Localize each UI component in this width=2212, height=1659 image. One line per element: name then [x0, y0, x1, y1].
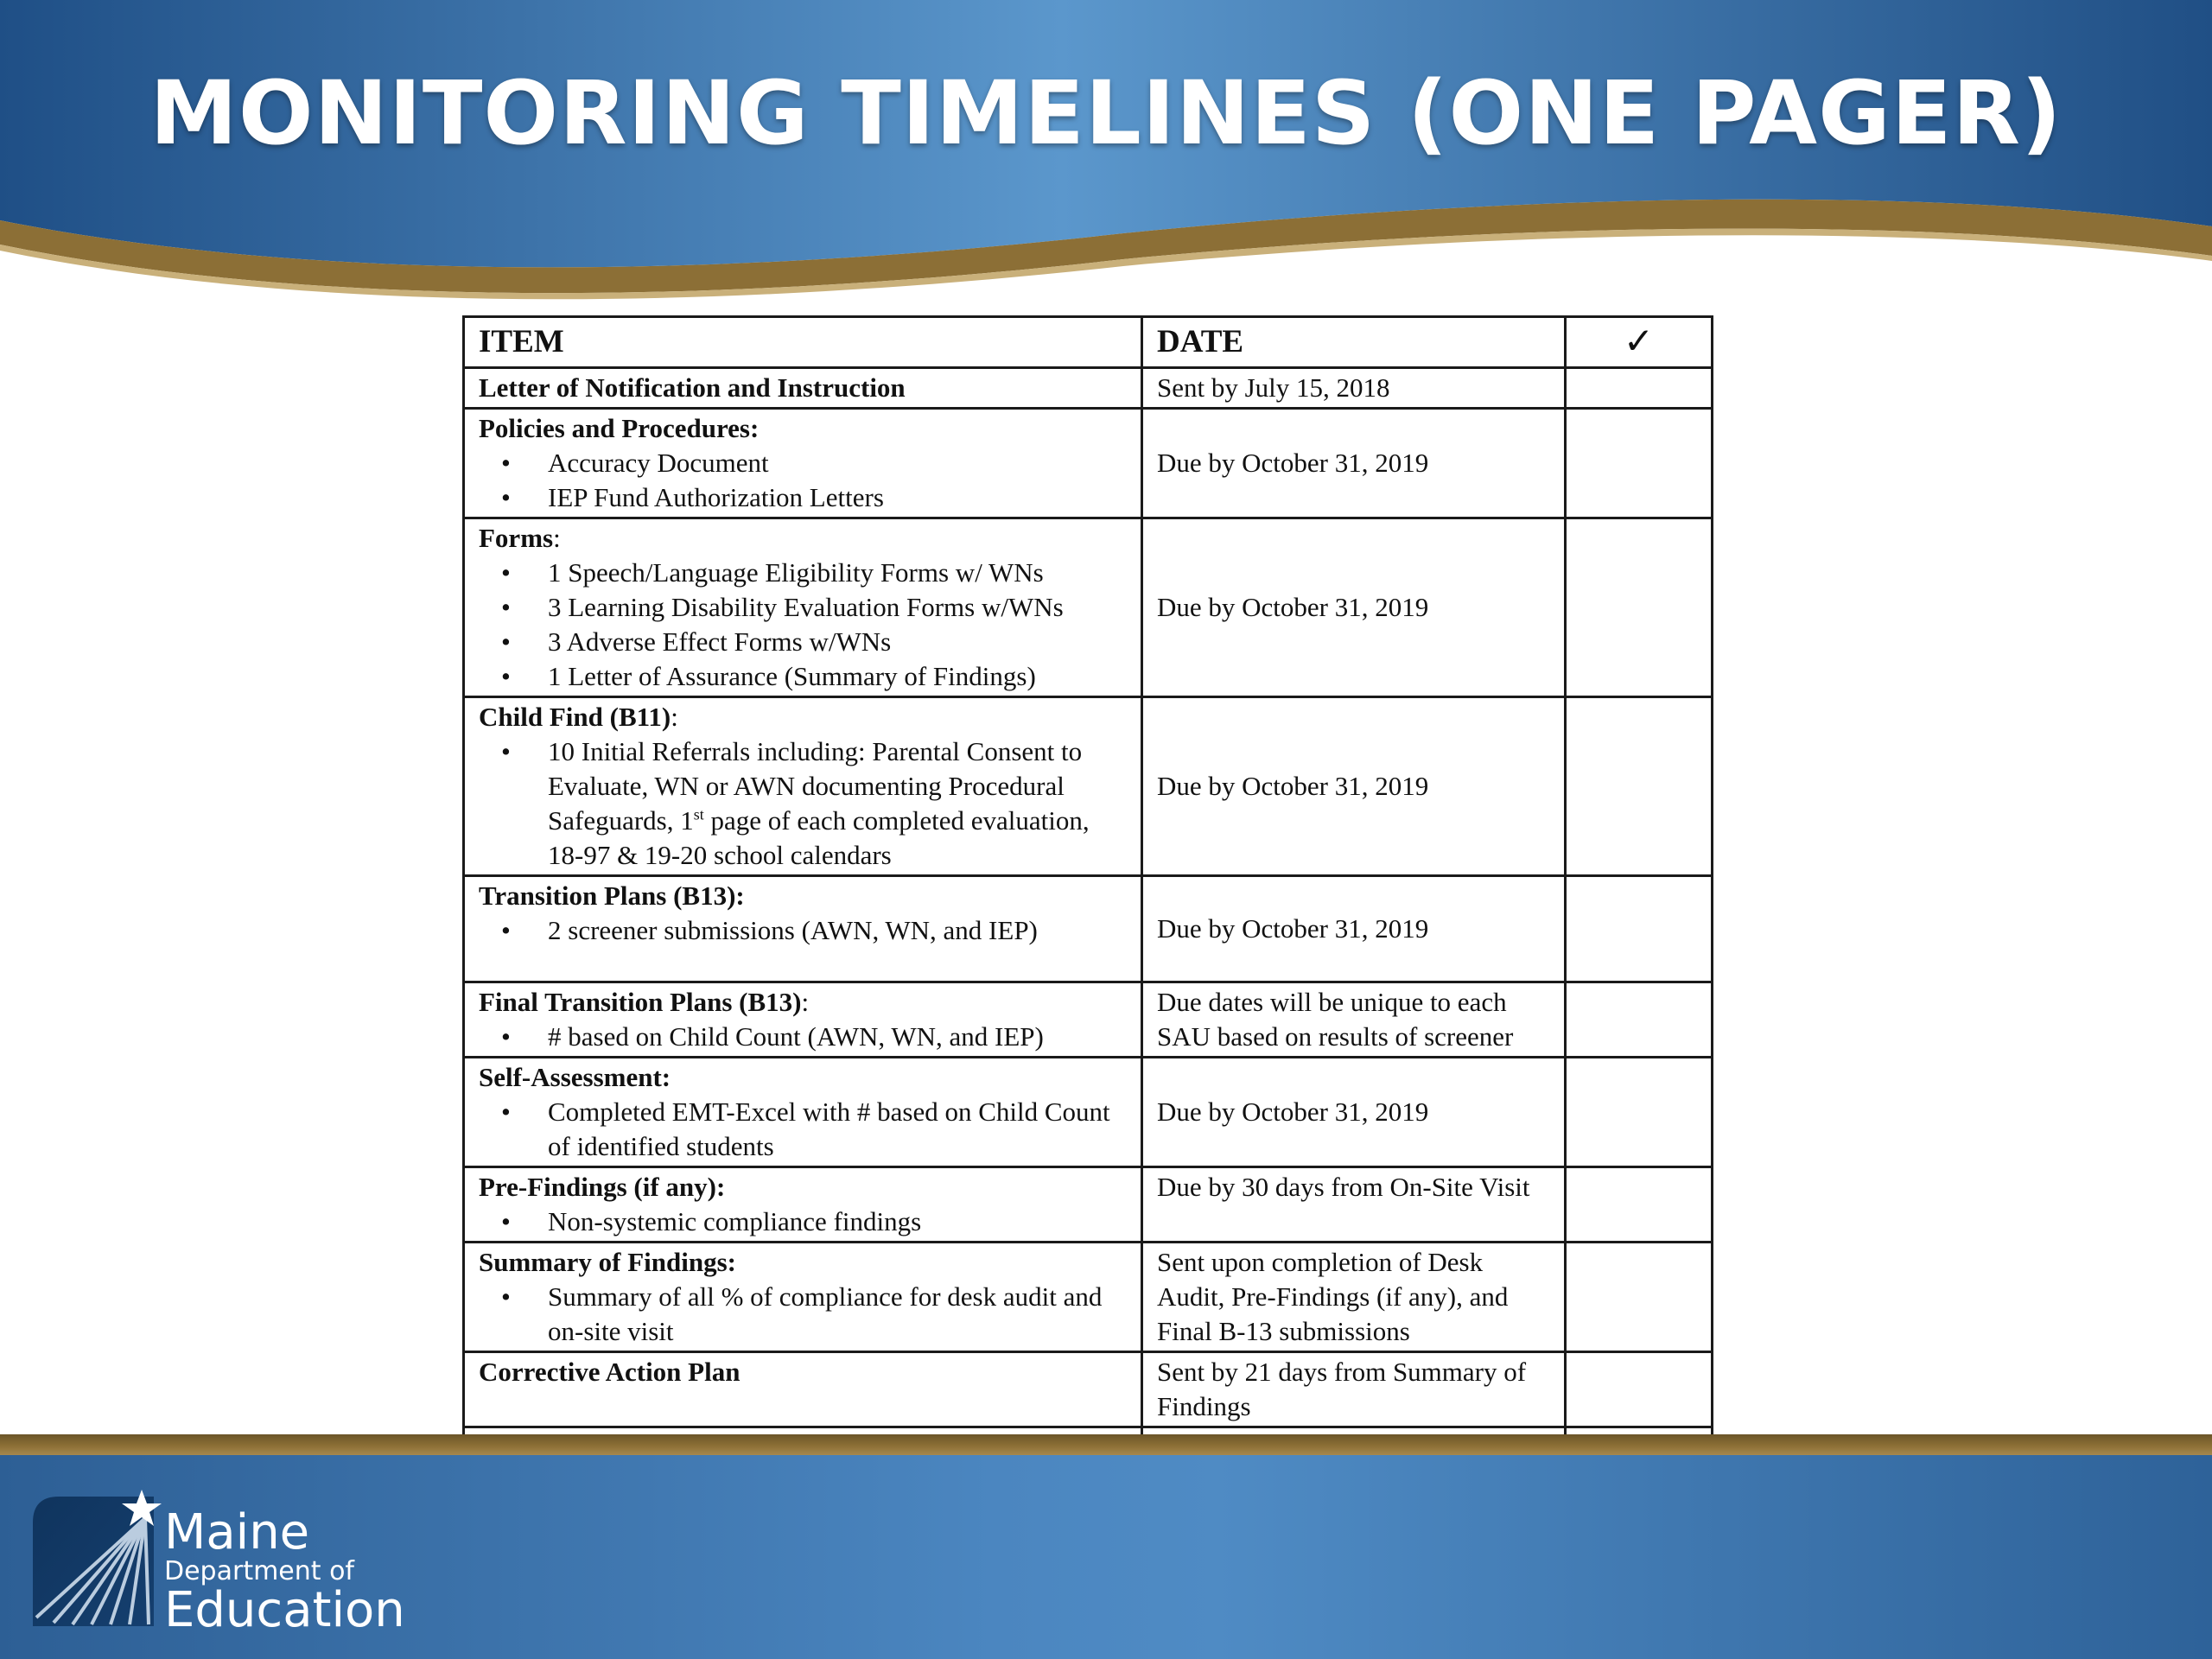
check-cell[interactable] [1566, 1243, 1713, 1352]
list-item: • Non-systemic compliance findings [548, 1205, 1127, 1239]
date-cell: Sent by 21 days from Summary of Findings [1142, 1352, 1566, 1427]
item-cell [464, 518, 1142, 697]
item-cell [464, 409, 1142, 518]
item-heading: Final Transition Plans (B13) [479, 987, 802, 1017]
item-bullet-list [479, 446, 1127, 515]
table-row [464, 1058, 1713, 1167]
list-item: • 1 Letter of Assurance (Summary of Findings) [548, 659, 1127, 694]
item-bullet-list [479, 913, 1127, 948]
item-heading: Summary of Findings: [479, 1247, 736, 1277]
date-cell: Due by October 31, 2019 [1142, 697, 1566, 876]
item-cell [464, 876, 1142, 982]
logo-line-department: Department of [164, 1556, 354, 1586]
item-bullet-list [479, 1020, 1127, 1054]
item-heading: Forms [479, 523, 554, 553]
maine-doe-logo [24, 1488, 439, 1638]
table-row [464, 876, 1713, 982]
item-heading: Policies and Procedures: [479, 413, 760, 443]
logo-wordmark [164, 1504, 405, 1638]
item-cell [464, 368, 1142, 409]
item-cell [464, 1352, 1142, 1427]
list-item: • 3 Adverse Effect Forms w/WNs [548, 625, 1127, 659]
check-cell[interactable] [1566, 518, 1713, 697]
table-header-row [464, 317, 1713, 368]
list-item: • Accuracy Document [548, 446, 1127, 480]
list-item: • Summary of all % of compliance for desk audit and on-site visit [548, 1280, 1127, 1349]
date-cell: Due dates will be unique to each SAU based on results of screener [1142, 982, 1566, 1058]
logo-star-icon [24, 1488, 171, 1635]
date-cell: Sent upon completion of Desk Audit, Pre-Findings (if any), and Final B-13 submissions [1142, 1243, 1566, 1352]
check-cell[interactable] [1566, 876, 1713, 982]
heading-suffix: : [671, 702, 678, 732]
date-cell: Due by October 31, 2019 [1142, 1058, 1566, 1167]
check-cell[interactable] [1566, 1167, 1713, 1243]
logo-line-maine: Maine [164, 1504, 310, 1560]
date-cell: Sent by July 15, 2018 [1142, 368, 1566, 409]
item-bullet-list [479, 556, 1127, 694]
list-item: • 2 screener submissions (AWN, WN, and IEP) [548, 913, 1127, 948]
item-bullet-list [479, 1205, 1127, 1239]
heading-suffix: : [801, 987, 810, 1017]
check-cell[interactable] [1566, 1352, 1713, 1427]
list-item: • IEP Fund Authorization Letters [548, 480, 1127, 515]
table-row [464, 1352, 1713, 1427]
item-heading: Transition Plans (B13): [479, 880, 745, 911]
item-heading: Child Find (B11) [479, 702, 671, 732]
table-row [464, 697, 1713, 876]
bullet-text: page of each completed evaluation, 18-97 & 19-20 school calendars [548, 805, 1090, 870]
list-item: • 3 Learning Disability Evaluation Forms w/WNs [548, 590, 1127, 625]
footer-gold-stripe [0, 1434, 2212, 1455]
heading-suffix: : [553, 523, 561, 553]
bullet-text: 10 Initial Referrals including: Parental Consent to Evaluate, WN or AWN documenting Procedural Safeguards, 1 [548, 736, 1083, 836]
item-heading: Self-Assessment: [479, 1062, 671, 1092]
table-row [464, 1167, 1713, 1243]
check-cell[interactable] [1566, 368, 1713, 409]
checkmark-column-header: ✓ [1566, 317, 1713, 368]
logo-line-education: Education [164, 1582, 405, 1638]
list-item: • 1 Speech/Language Eligibility Forms w/ WNs [548, 556, 1127, 590]
date-cell: Due by October 31, 2019 [1142, 518, 1566, 697]
slide-title: MONITORING TIMELINES (ONE PAGER) [149, 62, 2063, 165]
date-cell: Due by 30 days from On-Site Visit [1142, 1167, 1566, 1243]
date-cell: Due by October 31, 2019 [1142, 876, 1566, 982]
date-cell: Due by October 31, 2019 [1142, 409, 1566, 518]
item-bullet-list [479, 1095, 1127, 1164]
table-row [464, 982, 1713, 1058]
superscript: st [693, 805, 704, 823]
check-cell[interactable] [1566, 982, 1713, 1058]
check-cell[interactable] [1566, 409, 1713, 518]
item-column-header: ITEM [464, 317, 1142, 368]
table-row [464, 368, 1713, 409]
item-bullet-list [479, 1280, 1127, 1349]
list-item: • # based on Child Count (AWN, WN, and IEP) [548, 1020, 1127, 1054]
item-cell [464, 1167, 1142, 1243]
item-bullet-list [479, 734, 1127, 873]
item-cell [464, 1058, 1142, 1167]
list-item [548, 734, 1127, 873]
date-column-header: DATE [1142, 317, 1566, 368]
item-heading: Letter of Notification and Instruction [479, 372, 906, 403]
table-row [464, 409, 1713, 518]
table-row [464, 518, 1713, 697]
check-cell[interactable] [1566, 1058, 1713, 1167]
monitoring-timeline-table [462, 315, 1713, 1503]
check-cell[interactable] [1566, 697, 1713, 876]
item-cell [464, 697, 1142, 876]
table-row [464, 1243, 1713, 1352]
item-heading: Corrective Action Plan [479, 1357, 741, 1387]
list-item: • Completed EMT-Excel with # based on Child Count of identified students [548, 1095, 1127, 1164]
item-cell [464, 1243, 1142, 1352]
item-heading: Pre-Findings (if any): [479, 1172, 726, 1202]
item-cell [464, 982, 1142, 1058]
